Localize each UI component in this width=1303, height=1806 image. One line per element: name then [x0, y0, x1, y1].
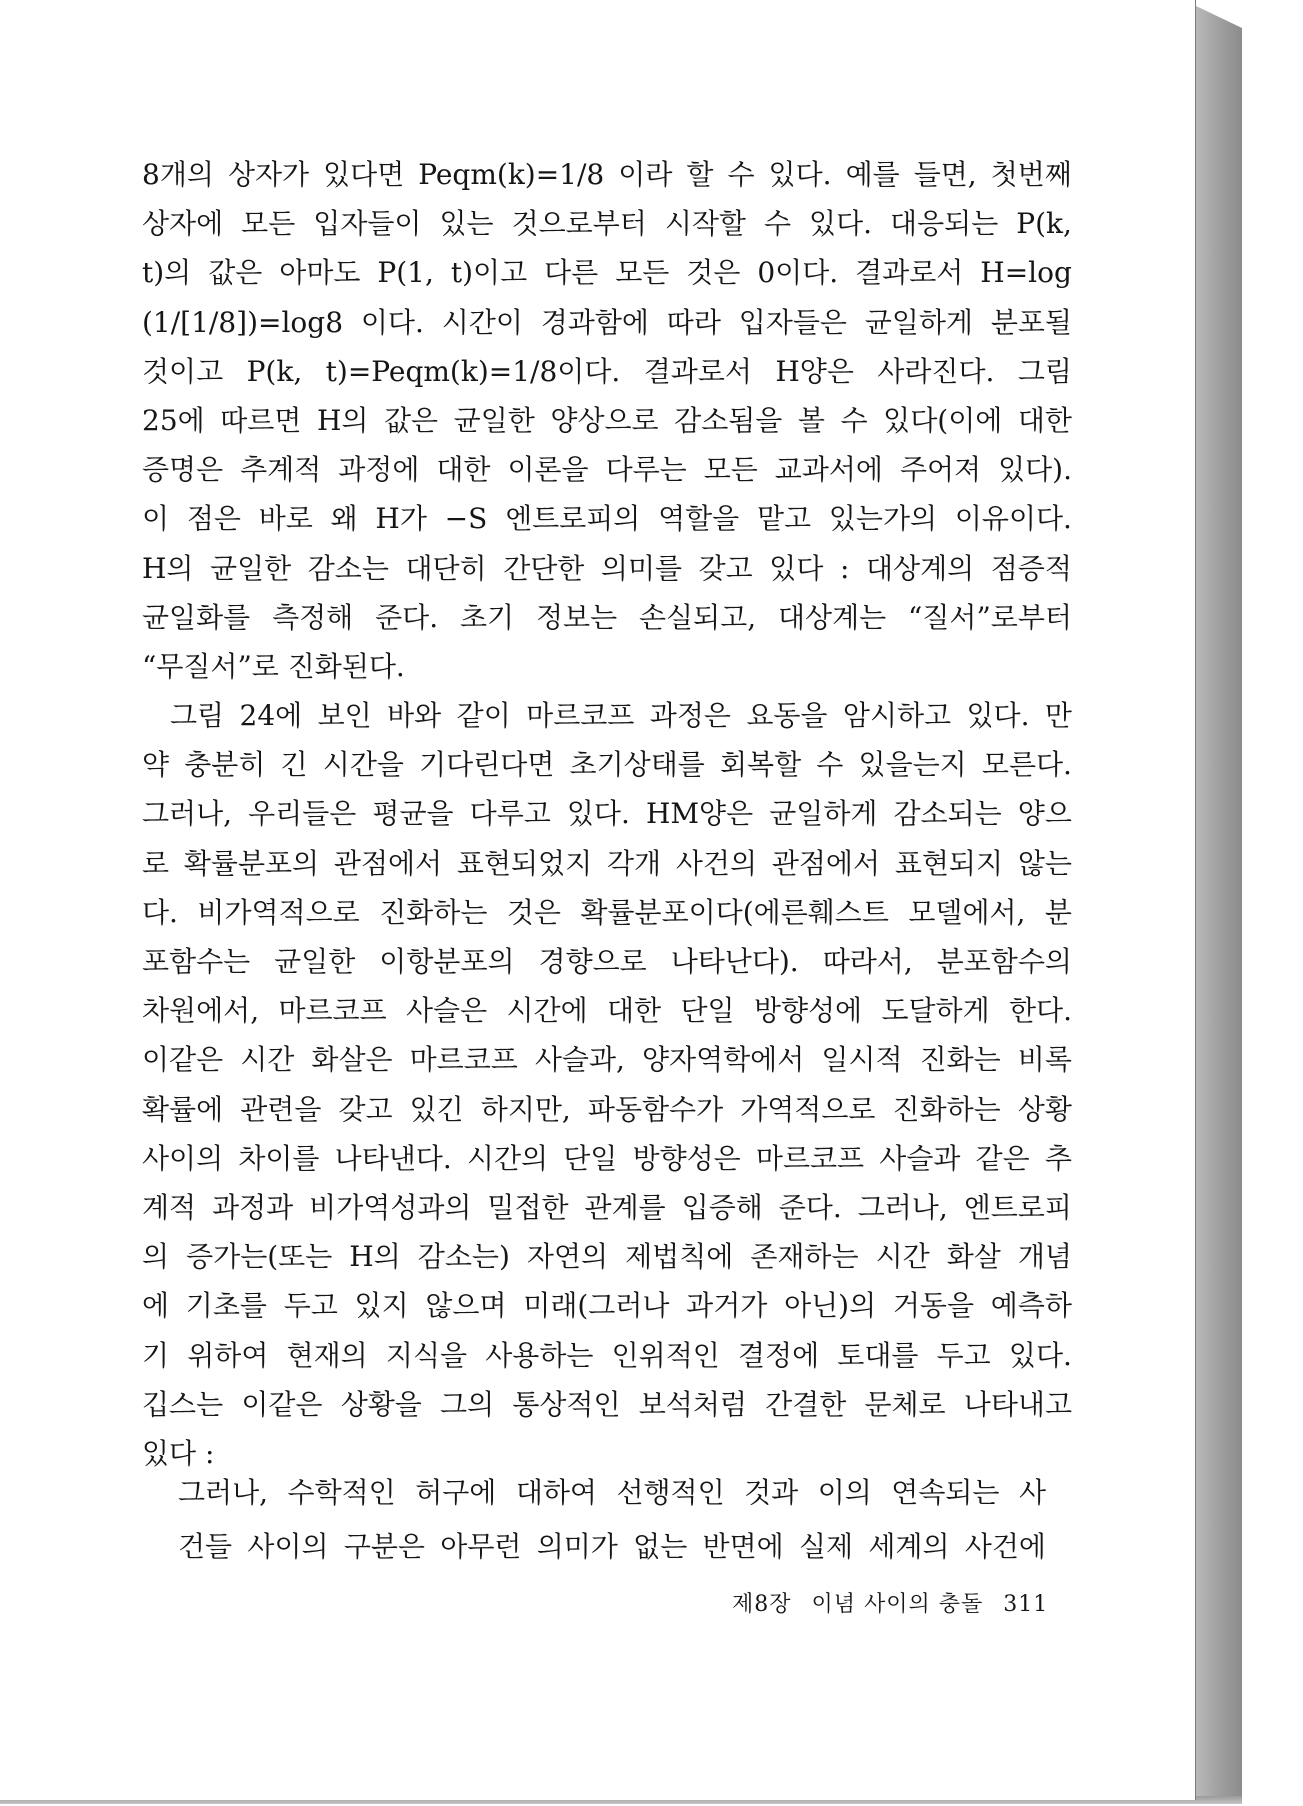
- page-number: 311: [1003, 1592, 1049, 1617]
- text-line: 의 증가는(또는 H의 감소는) 자연의 제법칙에 존재하는 시간 화살 개념: [142, 1240, 1072, 1274]
- text-line: 것이고 P(k, t)=Peqm(k)=1/8이다. 결과로서 H양은 사라진다. 그림: [142, 354, 1072, 388]
- text-line: 있다 :: [142, 1436, 215, 1470]
- text-line: 다. 비가역적으로 진화하는 것은 확률분포이다(에른훼스트 모델에서, 분: [142, 895, 1072, 929]
- text-line: 그림 24에 보인 바와 같이 마르코프 과정은 요동을 암시하고 있다. 만: [170, 699, 1072, 733]
- text-line: 그러나, 우리들은 평균을 다루고 있다. HM양은 균일하게 감소되는 양으: [142, 797, 1072, 831]
- footer-chapter: 제8장: [732, 1592, 792, 1617]
- text-line: 에 기초를 두고 있지 않으며 미래(그러나 과거가 아닌)의 거동을 예측하: [142, 1289, 1072, 1323]
- text-line: 이같은 시간 화살은 마르코프 사슬과, 양자역학에서 일시적 진화는 비록: [142, 1043, 1072, 1077]
- text-line: 확률에 관련을 갖고 있긴 하지만, 파동함수가 가역적으로 진화하는 상황: [142, 1092, 1072, 1126]
- text-line: t)의 값은 아마도 P(1, t)이고 다른 모든 것은 0이다. 결과로서 H=log: [142, 256, 1072, 290]
- text-line: 증명은 추계적 과정에 대한 이론을 다루는 모든 교과서에 주어져 있다).: [142, 453, 1072, 487]
- text-line: 계적 과정과 비가역성과의 밀접한 관계를 입증해 준다. 그러나, 엔트로피: [142, 1190, 1072, 1224]
- block-quote: [178, 1466, 1046, 1574]
- text-line: “무질서”로 진화된다.: [142, 649, 405, 683]
- text-line: 로 확률분포의 관점에서 표현되었지 각개 사건의 관점에서 표현되지 않는: [142, 846, 1072, 880]
- text-line: 사이의 차이를 나타낸다. 시간의 단일 방향성은 마르코프 사슬과 같은 추: [142, 1141, 1072, 1175]
- text-line: 이 점은 바로 왜 H가 −S 엔트로피의 역할을 맡고 있는가의 이유이다.: [142, 502, 1072, 536]
- text-line: 8개의 상자가 있다면 Peqm(k)=1/8 이라 할 수 있다. 예를 들면, 첫번째: [142, 158, 1072, 191]
- body-text: [142, 150, 1072, 1478]
- footer-title: 이념 사이의 충돌: [811, 1592, 984, 1617]
- text-line: 깁스는 이같은 상황을 그의 통상적인 보석처럼 간결한 문체로 나타내고: [142, 1387, 1072, 1421]
- text-line: H의 균일한 감소는 대단히 간단한 의미를 갖고 있다 : 대상계의 점증적: [142, 551, 1072, 585]
- page-footer: [732, 1587, 1060, 1618]
- text-line: 기 위하여 현재의 지식을 사용하는 인위적인 결정에 토대를 두고 있다.: [142, 1338, 1072, 1372]
- text-line: 약 충분히 긴 시간을 기다린다면 초기상태를 회복할 수 있을는지 모른다.: [142, 748, 1072, 782]
- text-line: (1/[1/8])=log8 이다. 시간이 경과함에 따라 입자들은 균일하게 분포될: [142, 305, 1072, 339]
- text-line: 그러나, 수학적인 허구에 대하여 선행적인 것과 이의 연속되는 사: [178, 1476, 1046, 1509]
- text-line: 상자에 모든 입자들이 있는 것으로부터 시작할 수 있다. 대응되는 P(k,: [142, 207, 1072, 241]
- text-line: 차원에서, 마르코프 사슬은 시간에 대한 단일 방향성에 도달하게 한다.: [142, 994, 1072, 1028]
- text-line: 포함수는 균일한 이항분포의 경향으로 나타난다). 따라서, 분포함수의: [142, 945, 1072, 978]
- text-line: 25에 따르면 H의 값은 균일한 양상으로 감소됨을 볼 수 있다(이에 대한: [142, 403, 1072, 437]
- text-line: 건들 사이의 구분은 아무런 의미가 없는 반면에 실제 세계의 사건에: [178, 1530, 1046, 1563]
- page-edge-right: [1196, 6, 1242, 1798]
- text-line: 균일화를 측정해 준다. 초기 정보는 손실되고, 대상계는 “질서”로부터: [142, 600, 1072, 634]
